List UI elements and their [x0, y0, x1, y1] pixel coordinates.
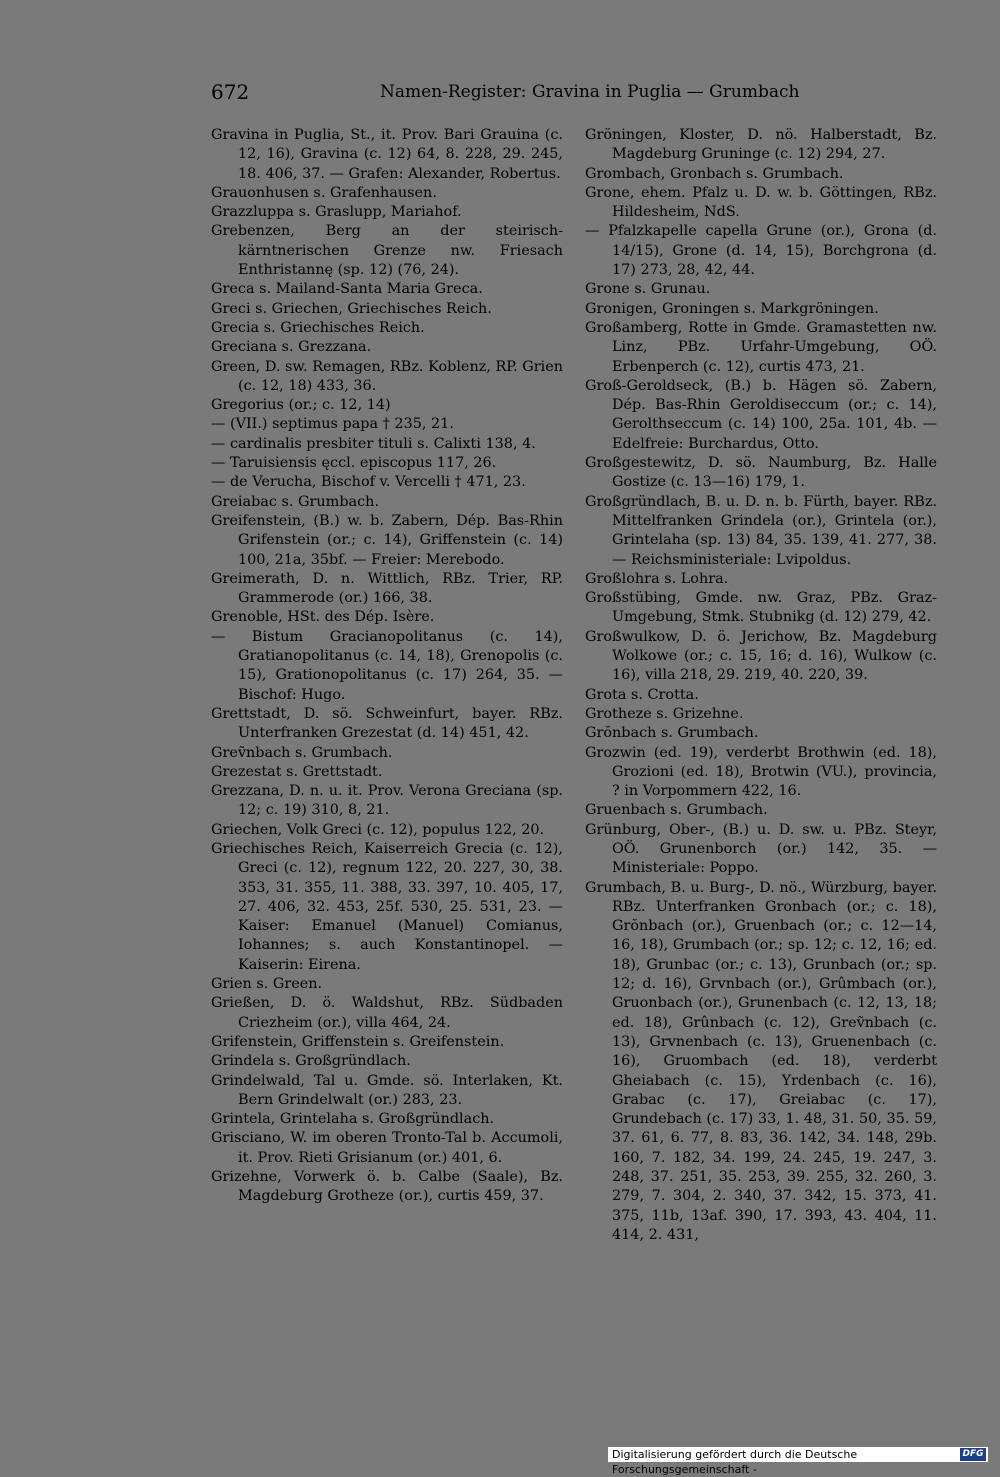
- index-entry: Gregorius (or.; c. 12, 14): [211, 397, 391, 414]
- index-entry: Grazzluppa s. Graslupp, Mariahof.: [211, 204, 462, 221]
- left-column: [211, 126, 563, 1207]
- index-entry: Großamberg, Rotte in Gmde. Gramastetten nw. Linz, PBz. Urfahr-Umgebung, OÖ. Erbenperch (c. 12), curtis 473, 21.: [585, 319, 937, 375]
- index-entry: Grotheze s. Grizehne.: [585, 705, 744, 722]
- index-entry: Grisciano, W. im oberen Tronto-Tal b. Accumoli, it. Prov. Rieti Grisianum (or.) 401, 6.: [211, 1130, 563, 1166]
- index-entry: Greifenstein, (B.) w. b. Zabern, Dép. Bas-Rhin Grifenstein (or.; c. 14), Griffenstein (c. 14) 100, 21a, 35bf. — Freier: Merebodo.: [211, 512, 563, 568]
- index-entry: Grota s. Crotta.: [585, 686, 699, 703]
- index-entry: Großgestewitz, D. sö. Naumburg, Bz. Halle Gostize (c. 13—16) 179, 1.: [585, 455, 937, 491]
- index-entry: — de Verucha, Bischof v. Vercelli † 471, 23.: [211, 474, 526, 491]
- index-entry: Gröningen, Kloster, D. nö. Halberstadt, Bz. Magdeburg Gruninge (c. 12) 294, 27.: [585, 127, 937, 163]
- index-entry: — (VII.) septimus papa † 235, 21.: [211, 416, 454, 433]
- index-entry: Gronigen, Groningen s. Markgröningen.: [585, 300, 879, 317]
- index-entry: Grindela s. Großgründlach.: [211, 1053, 411, 1070]
- index-entry: Gravina in Puglia, St., it. Prov. Bari Grauina (c. 12, 16), Gravina (c. 12) 64, 8. 228, 29. 245, 18. 406, 37. — Grafen: Alexander, Robertus.: [211, 127, 563, 182]
- index-entry: Grintela, Grintelaha s. Großgründlach.: [211, 1111, 495, 1128]
- index-entry: Greiabac s. Grumbach.: [211, 493, 380, 510]
- index-entry: Grezestat s. Grettstadt.: [211, 763, 383, 780]
- index-entry: Grone, ehem. Pfalz u. D. w. b. Göttingen, RBz. Hildesheim, NdS.: [585, 184, 937, 221]
- index-entry: Greci s. Griechen, Griechisches Reich.: [211, 300, 492, 317]
- index-entry: Grizehne, Vorwerk ö. b. Calbe (Saale), Bz. Magdeburg Grotheze (or.), curtis 459, 37.: [211, 1169, 563, 1205]
- index-entry: Grettstadt, D. sö. Schweinfurt, bayer. RBz. Unterfranken Grezestat (d. 14) 451, 42.: [211, 705, 563, 742]
- index-entry: Gruenbach s. Grumbach.: [585, 802, 768, 819]
- index-entry: Grenoble, HSt. des Dép. Isère.: [211, 609, 435, 626]
- index-entry: Großlohra s. Lohra.: [585, 570, 729, 587]
- index-entry: Greṽnbach s. Grumbach.: [211, 744, 393, 761]
- index-entry: — Pfalzkapelle capella Grune (or.), Grona (d. 14/15), Grone (d. 14, 15), Borchgrona (d. 17) 273, 28, 42, 44.: [585, 223, 937, 279]
- index-entry: Grebenzen, Berg an der steirisch-kärntnerischen Grenze nw. Friesach Enthristannę (sp. 12) (76, 24).: [211, 223, 563, 279]
- right-column: [585, 126, 937, 1245]
- index-entry: Grŏnbach s. Grumbach.: [585, 725, 759, 742]
- dfg-logo: DFG: [960, 1448, 986, 1461]
- index-entry: — Taruisiensis ęccl. episcopus 117, 26.: [211, 455, 497, 472]
- running-head: Namen-Register: Gravina in Puglia — Grumbach: [380, 82, 800, 102]
- index-entry: Großwulkow, D. ö. Jerichow, Bz. Magdeburg Wolkowe (or.; c. 15, 16; d. 16), Wulkow (c. 16), villa 218, 29. 219, 40. 220, 39.: [585, 628, 937, 684]
- index-entry: Groß-Geroldseck, (B.) b. Hägen sö. Zabern, Dép. Bas-Rhin Geroldiseccum (or.; c. 14), Gerolthseccum (c. 14) 100, 25a. 101, 4b. — Edelfreie: Burchardus, Otto.: [585, 377, 937, 452]
- index-entry: Großgründlach, B. u. D. n. b. Fürth, bayer. RBz. Mittelfranken Grindela (or.), Grintela (or.), Grintelaha (sp. 13) 84, 35. 139, 41. 277, 38. — Reichsministeriale: Lvipoldus.: [585, 493, 937, 568]
- index-entry: Grießen, D. ö. Waldshut, RBz. Südbaden Criezheim (or.), villa 464, 24.: [211, 995, 563, 1031]
- index-entry: — cardinalis presbiter tituli s. Calixti 138, 4.: [211, 435, 536, 452]
- index-entry: Grifenstein, Griffenstein s. Greifenstein.: [211, 1033, 505, 1050]
- index-entry: Grozwin (ed. 19), verderbt Brothwin (ed. 18), Grozioni (ed. 18), Brotwin (VU.), provincia, ? in Vorpommern 422, 16.: [585, 744, 937, 800]
- index-entry: Grindelwald, Tal u. Gmde. sö. Interlaken, Kt. Bern Grindelwalt (or.) 283, 23.: [211, 1072, 563, 1108]
- index-entry: Grombach, Gronbach s. Grumbach.: [585, 165, 844, 182]
- index-entry: Grone s. Grunau.: [585, 281, 711, 298]
- index-entry: — Bistum Gracianopolitanus (c. 14), Gratianopolitanus (c. 14, 18), Grenopolis (c. 15), Grationopolitanus (c. 17) 264, 35. — Bischof: Hugo.: [211, 628, 563, 703]
- index-entry: Greimerath, D. n. Wittlich, RBz. Trier, RP. Grammerode (or.) 166, 38.: [211, 570, 563, 607]
- index-entry: Griechen, Volk Greci (c. 12), populus 122, 20.: [211, 821, 545, 838]
- index-entry: Grumbach, B. u. Burg-, D. nö., Würzburg, bayer. RBz. Unterfranken Gronbach (or.; c. 18), Grŏnbach (or.), Gruenbach (or.; c. 12—14, 16, 18), Grumbach (or.; sp. 12; c. 12, 16; ed. 18), Grunbac (or.; c. 13), Grunbach (or.; sp. 12; d. 16), Grvnbach (or.), Grûmbach (or.), Gruonbach (or.), Grunenbach (c. 12, 13, 18; ed. 18), Grûnbach (c. 12), Greṽnbach (c. 13), Grvnenbach (c. 13), Gruenenbach (c. 16), Gruombach (ed. 18), verderbt Gheiabach (c. 15), Yrdenbach (c. 16), Grabac (c. 17), Greiabac (c. 17), Grundebach (c. 17) 33, 1. 48, 31. 50, 35. 59, 37. 61, 6. 77, 8. 83, 36. 142, 34. 148, 29b. 160, 7. 182, 34. 199, 24. 245, 19. 247, 3. 248, 37. 251, 35. 253, 39. 255, 32. 260, 3. 279, 7. 304, 2. 340, 37. 342, 15. 373, 41. 375, 11b, 13af. 390, 17. 393, 43. 404, 11. 414, 2. 431,: [585, 879, 937, 1243]
- index-entry: Großstübing, Gmde. nw. Graz, PBz. Graz-Umgebung, Stmk. Stubnikg (d. 12) 279, 42.: [585, 590, 937, 626]
- index-entry: Griechisches Reich, Kaiserreich Grecia (c. 12), Greci (c. 12), regnum 122, 20. 227, 30, 38. 353, 31. 355, 11. 388, 33. 397, 10. 405, 17, 27. 406, 32. 453, 25f. 530, 25. 531, 23. — Kaiser: Emanuel (Manuel) Comianus, Iohannes; s. auch Konstantinopel. — Kaiserin: Eirena.: [211, 840, 563, 973]
- index-entry: Greca s. Mailand-Santa Maria Greca.: [211, 281, 483, 298]
- funding-footer: [608, 1447, 988, 1476]
- index-entry: Grezzana, D. n. u. it. Prov. Verona Greciana (sp. 12; c. 19) 310, 8, 21.: [211, 783, 563, 819]
- index-entry: Greciana s. Grezzana.: [211, 339, 372, 356]
- footer-text: Digitalisierung gefördert durch die Deutsche Forschungsgemeinschaft -: [612, 1448, 858, 1476]
- index-entry: Green, D. sw. Remagen, RBz. Koblenz, RP. Grien (c. 12, 18) 433, 36.: [211, 358, 563, 394]
- index-entry: Grauonhusen s. Grafenhausen.: [211, 184, 437, 201]
- index-entry: Grien s. Green.: [211, 976, 323, 993]
- page-number: 672: [211, 80, 250, 104]
- index-entry: Grünburg, Ober-, (B.) u. D. sw. u. PBz. Steyr, OÖ. Grunenborch (or.) 142, 35. — Ministeriale: Poppo.: [585, 821, 937, 877]
- index-entry: Grecia s. Griechisches Reich.: [211, 319, 425, 336]
